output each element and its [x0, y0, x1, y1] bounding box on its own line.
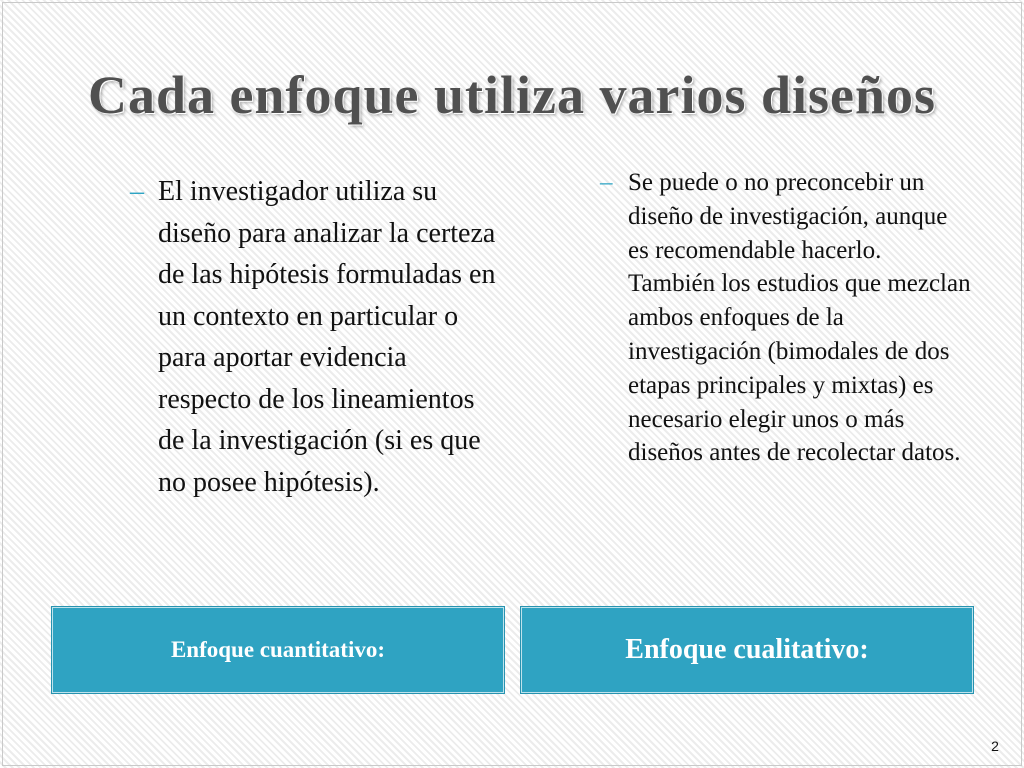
left-bullet [130, 171, 502, 503]
left-column [130, 171, 502, 503]
slide-number: 2 [991, 738, 999, 754]
label-cualitativo-text: Enfoque cualitativo: [625, 634, 869, 665]
label-box-cualitativo [520, 606, 974, 694]
label-box-cuantitativo [51, 606, 505, 694]
label-cuantitativo-text: Enfoque cuantitativo: [170, 637, 386, 662]
right-column [600, 166, 972, 470]
dash-bullet-icon: – [600, 169, 613, 196]
right-bullet-text: Se puede o no preconcebir un diseño de investigación, aunque es recomendable hacerlo. También los estudios que mezclan ambos enfoques de la investigación (bimodales de dos etapas principales y mixtas) es necesario elegir unos o más diseños antes de recolectar datos. [628, 169, 971, 467]
left-bullet-text: El investigador utiliza su diseño para analizar la certeza de las hipótesis formuladas en un contexto en particular o para aportar evidencia respecto de los lineamientos de la investigación (si es que no posee hipótesis). [158, 176, 496, 498]
slide-title: Cada enfoque utiliza varios diseños [87, 65, 937, 125]
dash-bullet-icon: – [130, 176, 144, 207]
right-bullet [600, 166, 972, 470]
